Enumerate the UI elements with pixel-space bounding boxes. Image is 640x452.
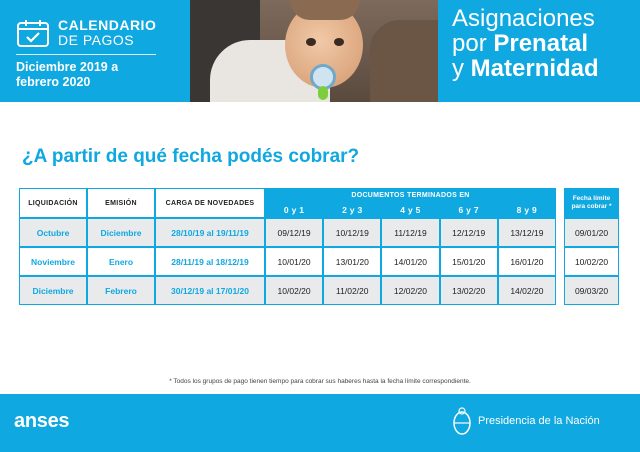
table-row [19, 247, 556, 276]
cell-emision: Enero [87, 247, 155, 276]
cell-date: 10/02/20 [265, 276, 323, 305]
baby-photo [190, 0, 438, 102]
header-doc-col: 0 y 1 [265, 202, 323, 218]
dates-line-1: Diciembre 2019 a [16, 60, 119, 74]
header-doc-col: 4 y 5 [381, 202, 439, 218]
cell-emision: Febrero [87, 276, 155, 305]
cell-liquidacion: Diciembre [19, 276, 87, 305]
cell-date: 10/01/20 [265, 247, 323, 276]
cell-date: 14/01/20 [381, 247, 439, 276]
header-emision: EMISIÓN [87, 188, 155, 218]
cell-liquidacion: Noviembre [19, 247, 87, 276]
table-row [564, 247, 619, 276]
header-liquidacion: LIQUIDACIÓN [19, 188, 87, 218]
cell-date: 13/02/20 [440, 276, 498, 305]
cell-limite: 10/02/20 [564, 247, 619, 276]
footnote: * Todos los grupos de pago tienen tiempo para cobrar sus haberes hasta la fecha límite correspondiente. [169, 378, 471, 385]
cell-date: 14/02/20 [498, 276, 556, 305]
cell-carga: 28/11/19 al 18/12/19 [155, 247, 265, 276]
cell-limite: 09/01/20 [564, 218, 619, 247]
anses-logo: anses [14, 410, 70, 432]
header-fecha-limite: Fecha límite para cobrar * [564, 188, 619, 218]
table-row [564, 218, 619, 247]
cell-date: 12/02/20 [381, 276, 439, 305]
cell-date: 12/12/19 [440, 218, 498, 247]
argentina-shield-icon [452, 406, 472, 436]
dates-line-2: febrero 2020 [16, 75, 91, 89]
title-line-2: por Prenatal [452, 30, 589, 57]
divider [16, 54, 156, 55]
header-carga: CARGA DE NOVEDADES [155, 188, 265, 218]
cell-date: 10/12/19 [323, 218, 381, 247]
cell-date: 13/12/19 [498, 218, 556, 247]
payment-schedule-table [19, 188, 556, 305]
cell-carga: 30/12/19 al 17/01/20 [155, 276, 265, 305]
program-title [452, 6, 636, 81]
cell-date: 09/12/19 [265, 218, 323, 247]
cell-date: 11/12/19 [381, 218, 439, 247]
deadline-table [564, 188, 619, 305]
calendar-dates [16, 60, 166, 90]
header-doc-col: 6 y 7 [440, 202, 498, 218]
header-documentos: DOCUMENTOS TERMINADOS EN [265, 188, 556, 202]
question-heading: ¿A partir de qué fecha podés cobrar? [22, 146, 360, 167]
header-doc-col: 2 y 3 [323, 202, 381, 218]
calendar-subtitle: DE PAGOS [58, 32, 135, 48]
header-doc-col: 8 y 9 [498, 202, 556, 218]
calendar-title: CALENDARIO [58, 17, 157, 33]
title-line-3: y Maternidad [452, 55, 599, 82]
cell-date: 13/01/20 [323, 247, 381, 276]
calendar-check-icon [16, 18, 50, 48]
table-row [564, 276, 619, 305]
cell-liquidacion: Octubre [19, 218, 87, 247]
table-row [19, 218, 556, 247]
cell-emision: Diciembre [87, 218, 155, 247]
title-line-1: Asignaciones [452, 5, 595, 32]
footer-banner [0, 394, 640, 452]
cell-date: 15/01/20 [440, 247, 498, 276]
cell-date: 16/01/20 [498, 247, 556, 276]
cell-carga: 28/10/19 al 19/11/19 [155, 218, 265, 247]
header-banner [0, 0, 640, 102]
presidencia-text: Presidencia de la Nación [478, 415, 600, 427]
table-row [19, 276, 556, 305]
cell-date: 11/02/20 [323, 276, 381, 305]
cell-limite: 09/03/20 [564, 276, 619, 305]
